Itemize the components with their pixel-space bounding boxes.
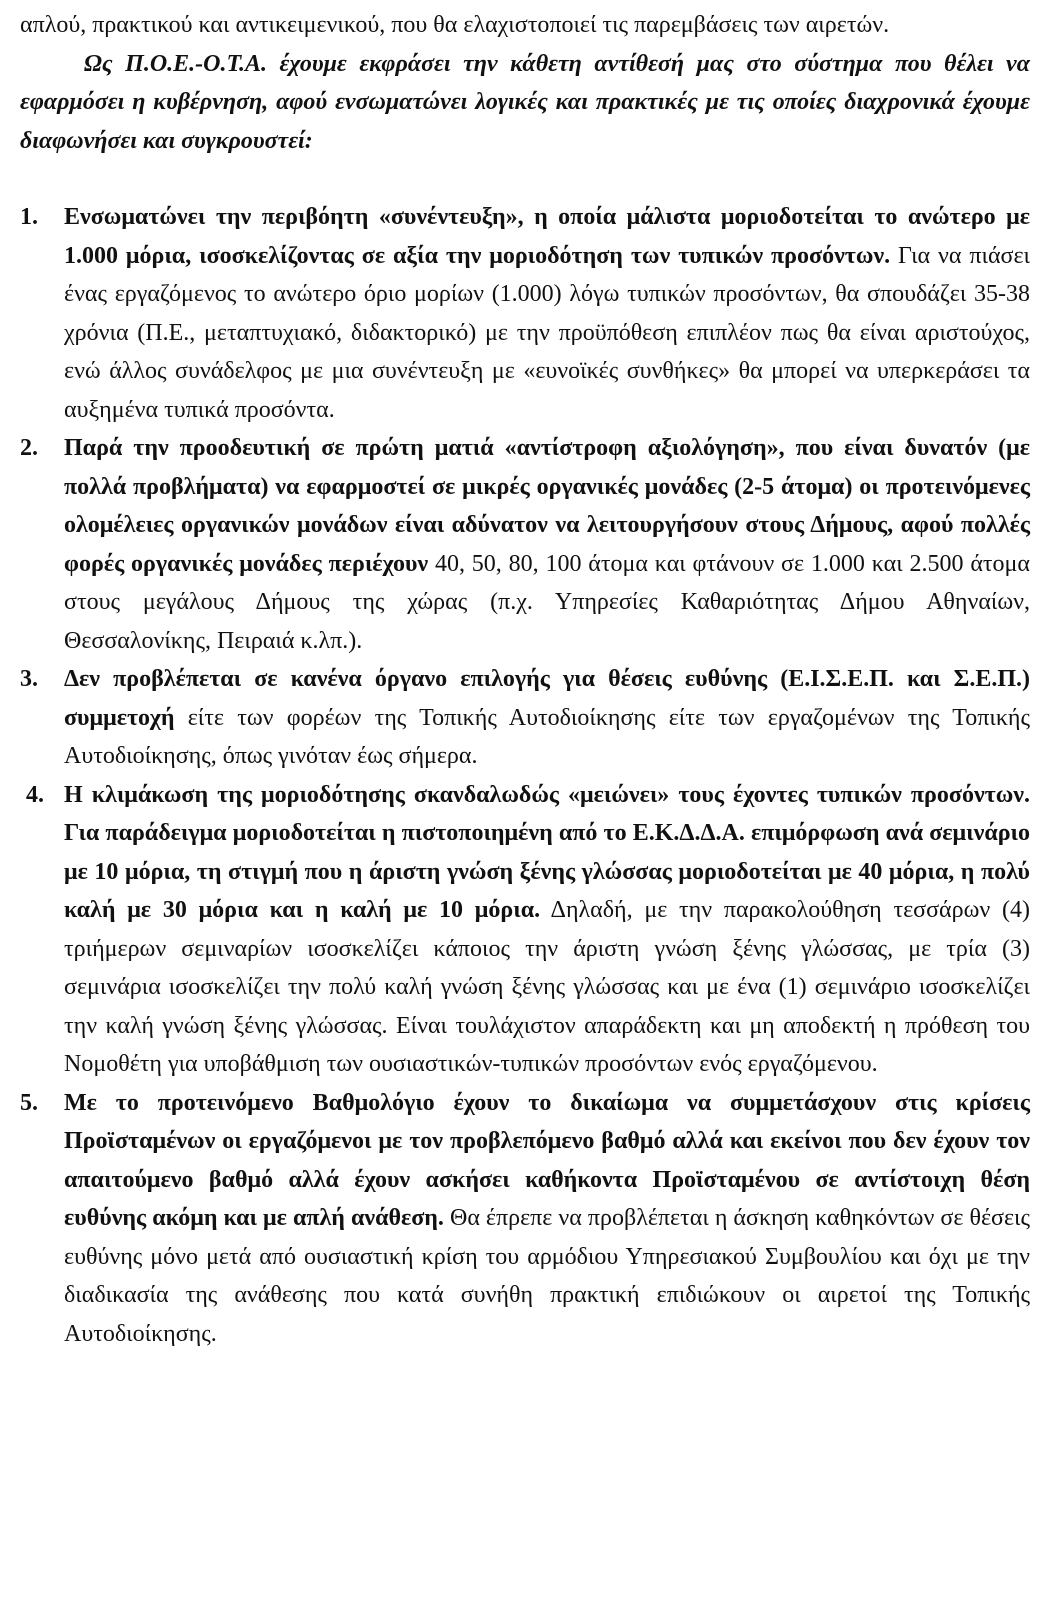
list-item-text: είτε των φορέων της Τοπικής Αυτοδιοίκησης είτε των εργαζομένων της Τοπικής Αυτοδιοίκησης, όπως γινόταν έως σήμερα. [64, 704, 1030, 769]
list-item-bold-text: Δεν προβλέπεται σε κανένα όργανο επιλογής για θέσεις ευθύνης (Ε.Ι.Σ.Ε.Π. και Σ.Ε.Π.) συμμετοχή [64, 666, 1030, 731]
document-page [20, 6, 1030, 1353]
list-item-text: Δηλαδή, με την παρακολούθηση τεσσάρων (4) τριήμερων σεμιναρίων ισοσκελίζει κάποιος την άριστη γνώση ξένης γλώσσας, με τρία (3) σεμινάρια ισοσκελίζει την πολύ καλή γνώση ξένης γλώσσας και με ένα (1) σεμινάριο ισοσκελίζει την καλή γνώση ξένης γλώσσας. Είναι τουλάχιστον απαράδεκτη και μη αποδεκτή η πρόθεση του Νομοθέτη για υποβάθμιση των ουσιαστικών-τυπικών προσόντων ενός εργαζόμενου. [64, 897, 1030, 1077]
list-item-2 [20, 429, 1030, 660]
list-item-text: Για να πιάσει ένας εργαζόμενος το ανώτερο όριο μορίων (1.000) λόγω τυπικών προσόντων, θα σπουδάζει 35-38 χρόνια (Π.Ε., μεταπτυχιακό, διδακτορικό) με την προϋπόθεση επιπλέον πως θα είναι αριστούχος, ενώ άλλος συνάδελφος με μια συνέντευξη με «ευνοϊκές συνθήκες» θα μπορεί να υπερκεράσει τα αυξημένα τυπικά προσόντα. [64, 242, 1030, 423]
objection-list [20, 198, 1030, 1353]
list-number: 5. [20, 1089, 38, 1116]
list-item-1 [20, 198, 1030, 429]
list-item-bold-text: Παρά την προοδευτική σε πρώτη ματιά «αντίστροφη αξιολόγηση», που είναι δυνατόν (με πολλά προβλήματα) να εφαρμοστεί σε μικρές οργανικές μονάδες (2-5 άτομα) οι προτεινόμενες ολομέλειες οργανικών μονάδων είναι αδύνατον να λειτουργήσουν στους Δήμους, αφού πολλές φορές οργανικές μονάδες περιέχουν [64, 435, 1030, 577]
list-item-4 [20, 776, 1030, 1084]
list-number: 1. [20, 204, 38, 230]
list-number: 2. [20, 435, 38, 461]
list-item-bold-text: Η κλιμάκωση της μοριοδότησης σκανδαλωδώς «μειώνει» τους έχοντες τυπικών προσόντων. Για παράδειγμα μοριοδοτείται η πιστοποιημένη από το Ε.Κ.Δ.Δ.Α. επιμόρφωση ανά σεμινάριο με 10 μόρια, τη στιγμή που η άριστη γνώση ξένης γλώσσας μοριοδοτείται με 40 μόρια, η πολύ καλή με 30 μόρια και η καλή με 10 μόρια. [64, 781, 1030, 923]
intro-paragraph: απλού, πρακτικού και αντικειμενικού, που θα ελαχιστοποιεί τις παρεμβάσεις των αιρετών. [20, 12, 890, 38]
paragraph-spacer [20, 160, 1030, 198]
list-number: 4. [26, 781, 44, 808]
list-item-text: 40, 50, 80, 100 άτομα και φτάνουν σε 1.000 και 2.500 άτομα στους μεγάλους Δήμους της χώρας (π.χ. Υπηρεσίες Καθαριότητας Δήμου Αθηναίων, Θεσσαλονίκης, Πειραιά κ.λπ.). [64, 550, 1030, 654]
list-item-3 [20, 660, 1030, 776]
list-item-5 [20, 1084, 1030, 1354]
list-item-bold-text: Ενσωματώνει την περιβόητη «συνέντευξη», η οποία μάλιστα μοριοδοτείται το ανώτερο με 1.000 μόρια, ισοσκελίζοντας σε αξία την μοριοδότηση των τυπικών προσόντων. [64, 204, 1030, 269]
list-item-bold-text: Με το προτεινόμενο Βαθμολόγιο έχουν το δικαίωμα να συμμετάσχουν στις κρίσεις Προϊσταμένων οι εργαζόμενοι με τον προβλεπόμενο βαθμό αλλά και εκείνοι που δεν έχουν τον απαιτούμενο βαθμό αλλά έχουν ασκήσει καθήκοντα Προϊσταμένου σε αντίστοιχη θέση ευθύνης ακόμη και με απλή ανάθεση. [64, 1089, 1030, 1231]
list-item-text: Θα έπρεπε να προβλέπεται η άσκηση καθηκόντων σε θέσεις ευθύνης μόνο μετά από ουσιαστική κρίση του αρμόδιου Υπηρεσιακού Συμβουλίου και όχι με την διαδικασία της ανάθεσης που κατά συνήθη πρακτική επιδιώκουν οι αιρετοί της Τοπικής Αυτοδιοίκησης. [64, 1205, 1030, 1347]
list-number: 3. [20, 666, 38, 692]
lead-statement: Ως Π.Ο.Ε.-Ο.Τ.Α. έχουμε εκφράσει την κάθετη αντίθεσή μας στο σύστημα που θέλει να εφαρμόσει η κυβέρνηση, αφού ενσωματώνει λογικές και πρακτικές με τις οποίες διαχρονικά έχουμε διαφωνήσει και συγκρουστεί: [20, 50, 1030, 154]
